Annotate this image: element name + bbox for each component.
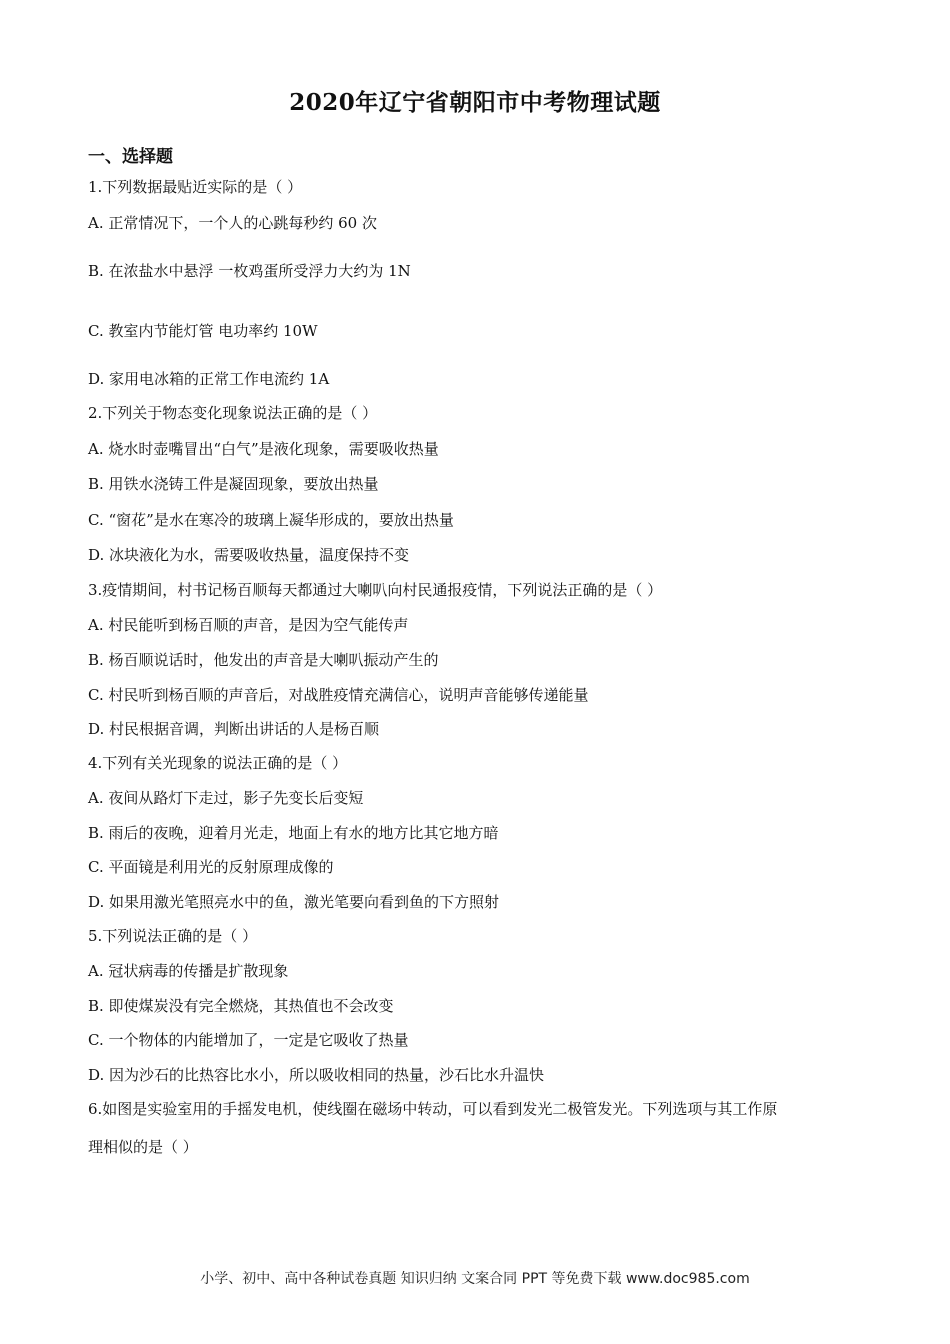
question-2-option-c: C. “窗花”是水在寒冷的玻璃上凝华形成的，要放出热量	[88, 511, 454, 529]
question-1-stem: 1.下列数据最贴近实际的是（ ）	[88, 178, 303, 196]
question-4-option-a: A. 夜间从路灯下走过，影子先变长后变短	[88, 789, 364, 807]
question-4-option-c: C. 平面镜是利用光的反射原理成像的	[88, 858, 334, 876]
question-1-option-c: C. 教室内节能灯管 电功率约 10W	[88, 322, 318, 340]
page-title: 2020年辽宁省朝阳市中考物理试题	[289, 89, 661, 116]
section-heading: 一、选择题	[88, 147, 173, 167]
question-5-option-a: A. 冠状病毒的传播是扩散现象	[88, 962, 289, 980]
question-3-option-b: B. 杨百顺说话时，他发出的声音是大喇叭振动产生的	[88, 651, 439, 669]
question-2-option-d: D. 冰块液化为水，需要吸收热量，温度保持不变	[88, 546, 410, 564]
question-4-stem: 4.下列有关光现象的说法正确的是（ ）	[88, 754, 348, 772]
question-5-option-d: D. 因为沙石的比热容比水小，所以吸收相同的热量，沙石比水升温快	[88, 1066, 545, 1084]
question-3-option-d: D. 村民根据音调，判断出讲话的人是杨百顺	[88, 720, 380, 738]
question-5-option-b: B. 即使煤炭没有完全燃烧，其热值也不会改变	[88, 997, 394, 1015]
question-5-option-c: C. 一个物体的内能增加了，一定是它吸收了热量	[88, 1031, 409, 1049]
page-footer: 小学、初中、高中各种试卷真题 知识归纳 文案合同 PPT 等免费下载 www.doc985.com	[200, 1271, 750, 1287]
question-5-stem: 5.下列说法正确的是（ ）	[88, 927, 258, 945]
question-6-stem: 6.如图是实验室用的手摇发电机，使线圈在磁场中转动，可以看到发光二极管发光。下列选项与其工作原	[88, 1100, 778, 1118]
question-2-option-b: B. 用铁水浇铸工件是凝固现象，要放出热量	[88, 475, 379, 493]
question-2-stem: 2.下列关于物态变化现象说法正确的是（ ）	[88, 404, 378, 422]
question-1-option-d: D. 家用电冰箱的正常工作电流约 1A	[88, 370, 330, 388]
question-1-option-b: B. 在浓盐水中悬浮 一枚鸡蛋所受浮力大约为 1N	[88, 262, 411, 280]
question-4-option-d: D. 如果用激光笔照亮水中的鱼，激光笔要向看到鱼的下方照射	[88, 893, 500, 911]
question-3-stem: 3.疫情期间，村书记杨百顺每天都通过大喇叭向村民通报疫情，下列说法正确的是（ ）	[88, 581, 663, 599]
question-6-stem-continued: 理相似的是（ ）	[88, 1138, 198, 1156]
question-3-option-a: A. 村民能听到杨百顺的声音，是因为空气能传声	[88, 616, 409, 634]
question-4-option-b: B. 雨后的夜晚，迎着月光走，地面上有水的地方比其它地方暗	[88, 824, 499, 842]
question-2-option-a: A. 烧水时壶嘴冒出“白气”是液化现象，需要吸收热量	[88, 440, 439, 458]
question-1-option-a: A. 正常情况下，一个人的心跳每秒约 60 次	[88, 214, 377, 232]
question-3-option-c: C. 村民听到杨百顺的声音后，对战胜疫情充满信心，说明声音能够传递能量	[88, 686, 589, 704]
